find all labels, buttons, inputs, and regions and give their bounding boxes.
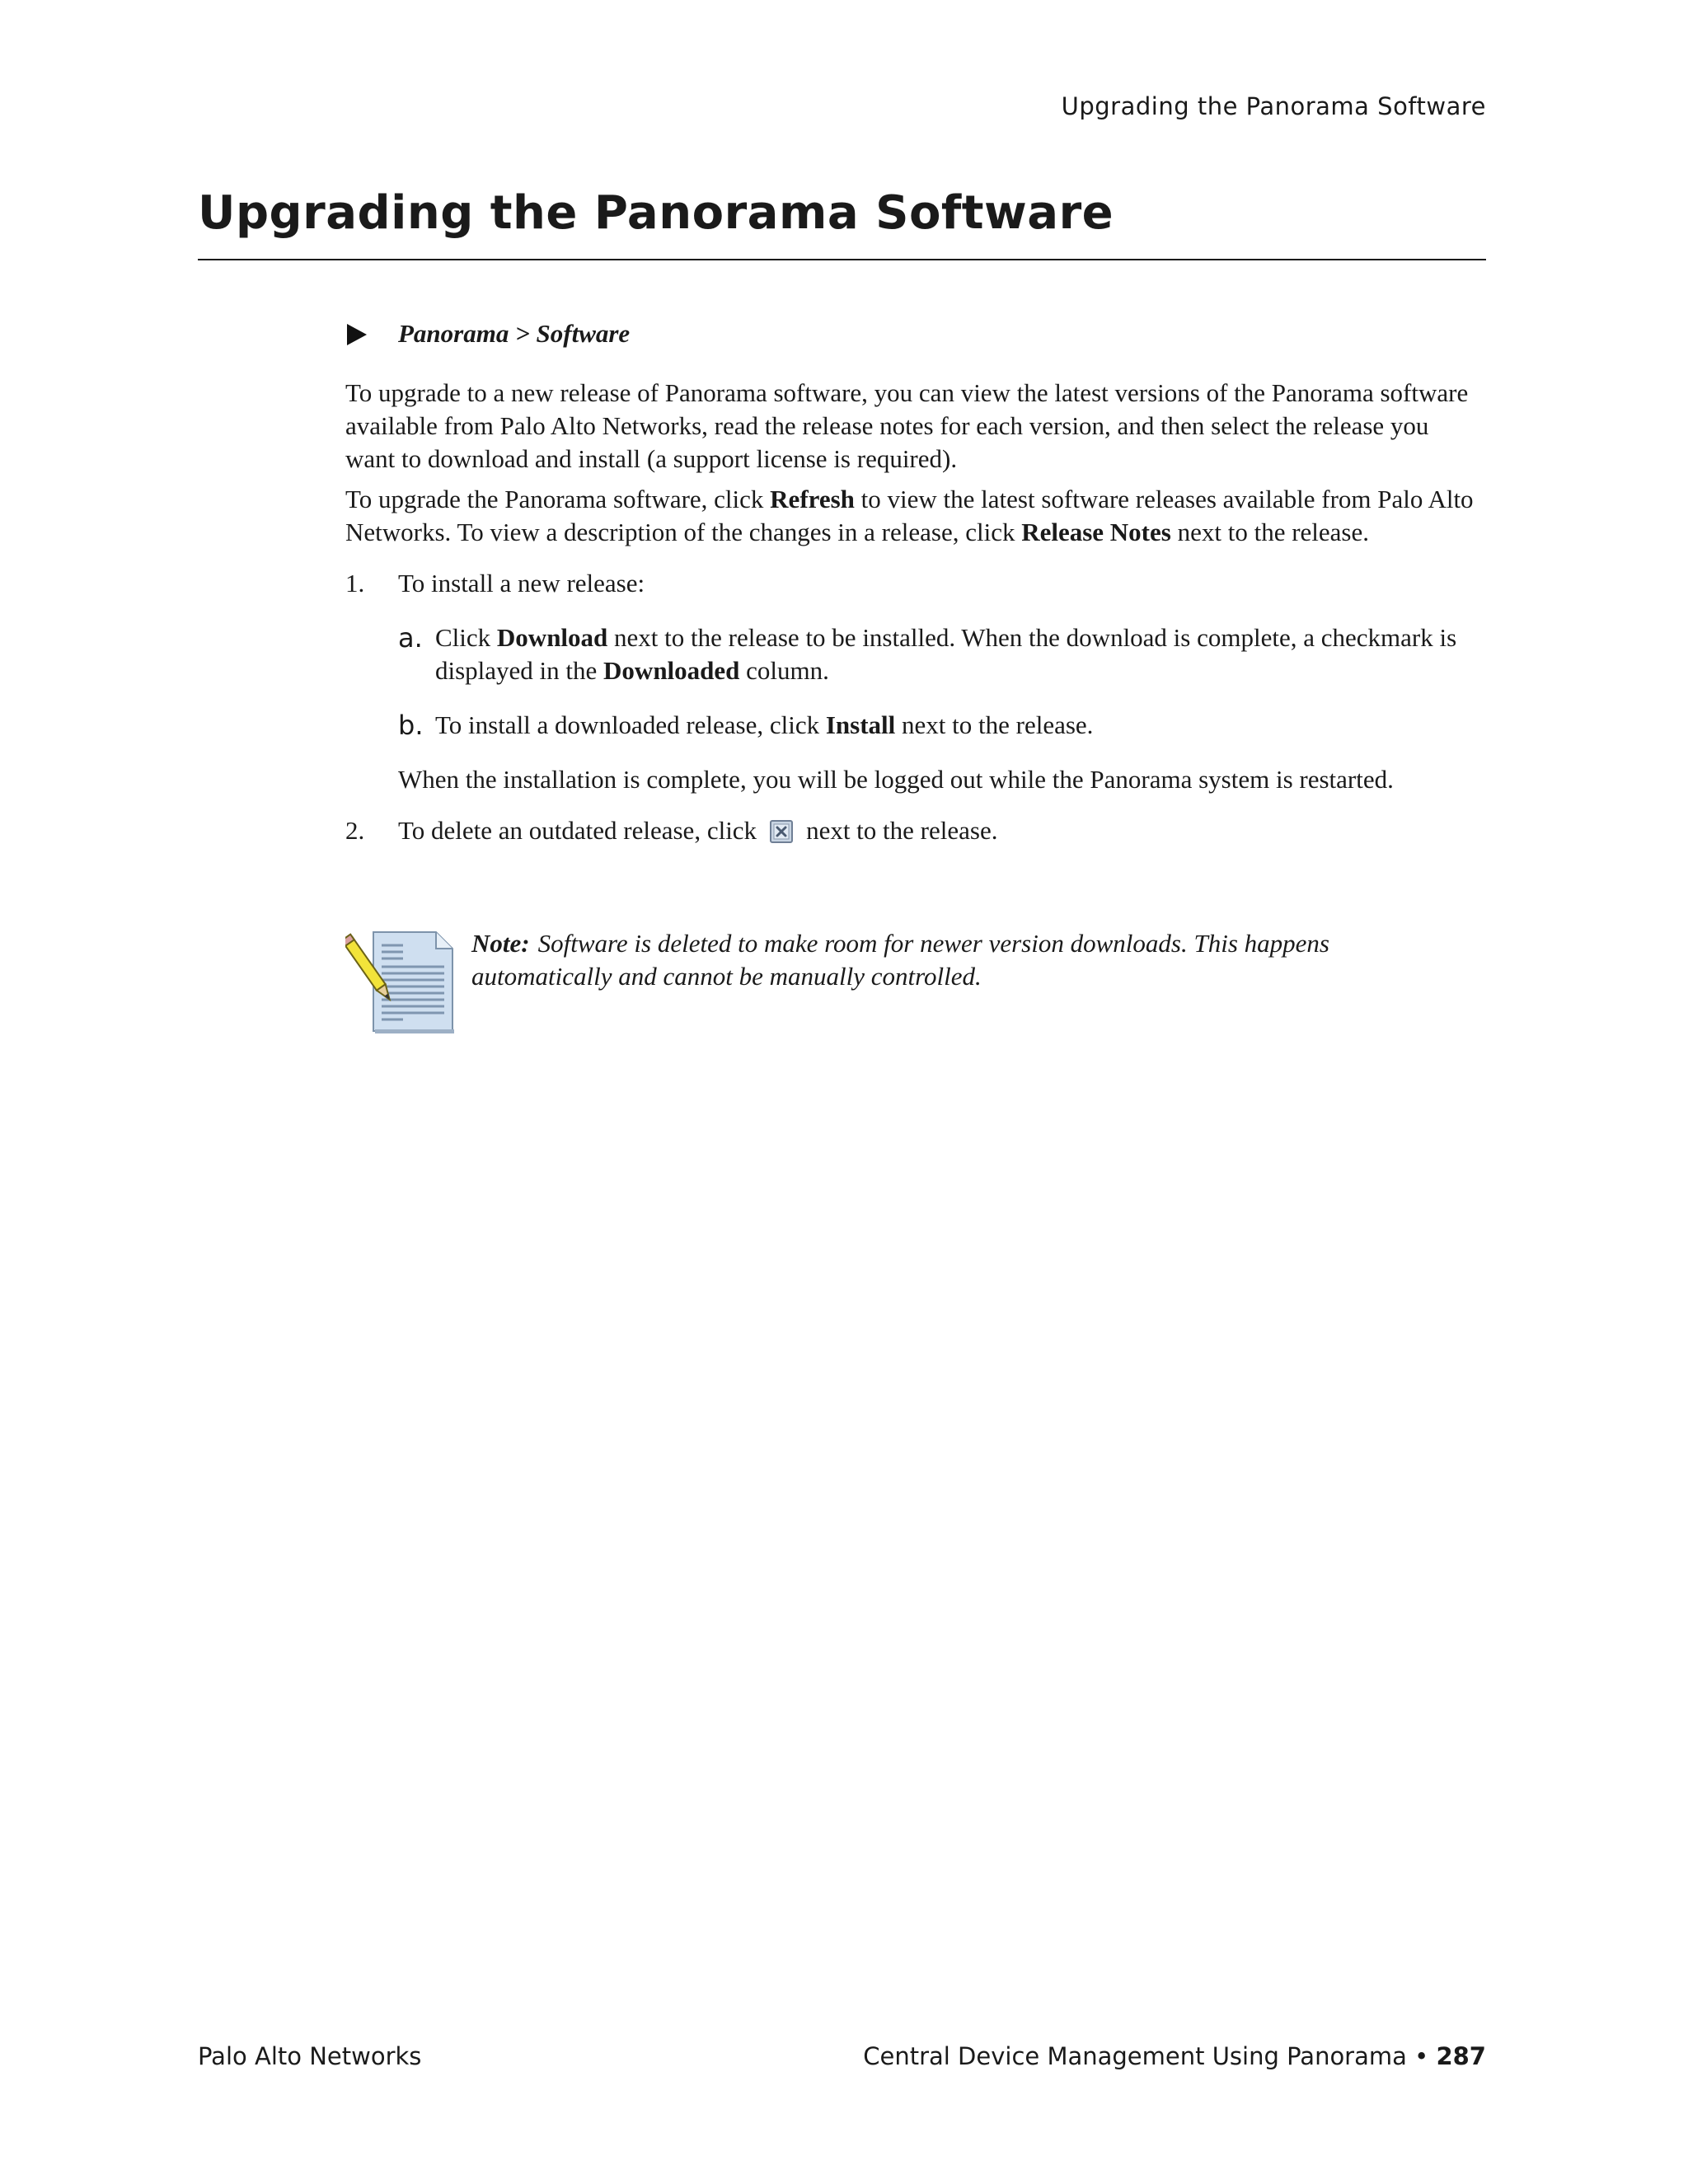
text-run: To upgrade the Panorama software, click	[345, 485, 771, 513]
substep-b-text	[435, 709, 1483, 742]
note-label: Note:	[471, 929, 530, 958]
text-run: to view the latest software releases available from Palo Alto Networks. To view a description of the changes in a release, click	[345, 485, 1474, 546]
footer-company: Palo Alto Networks	[198, 2042, 422, 2070]
nav-path-text: Panorama > Software	[398, 319, 631, 348]
refresh-paragraph	[345, 483, 1483, 549]
note-body: Software is deleted to make room for newer version downloads. This happens automatically and cannot be manually controlled.	[471, 929, 1329, 991]
substep-a-text	[435, 621, 1483, 687]
installation-complete-text: When the installation is complete, you will be logged out while the Panorama system is restarted.	[398, 765, 1394, 794]
step-1-text: To install a new release:	[398, 569, 645, 598]
footer-bullet: •	[1414, 2042, 1429, 2070]
text-run: next to the release.	[895, 710, 1094, 739]
substep-b	[398, 709, 1483, 742]
nav-path	[345, 317, 1483, 352]
step-number: 2.	[345, 816, 365, 845]
text-run: next to the release to be installed. When the download is complete, a checkmark is displayed in the	[435, 623, 1457, 685]
step-2	[345, 814, 1483, 847]
substep-a	[398, 621, 1483, 687]
text-run: Click	[435, 623, 497, 652]
running-header: Upgrading the Panorama Software	[1061, 92, 1486, 120]
footer-right	[863, 2042, 1486, 2070]
intro-paragraph: To upgrade to a new release of Panorama software, you can view the latest versions of the Panorama software available from Palo Alto Networks, read the release notes for each version, and then select the release you want to download and install (a support license is required).	[345, 378, 1469, 473]
page-number: 287	[1436, 2042, 1486, 2070]
substep-letter: a.	[398, 622, 423, 654]
page-title: Upgrading the Panorama Software	[198, 186, 1114, 240]
downloaded-term: Downloaded	[603, 656, 740, 685]
title-rule	[198, 259, 1486, 260]
step-number: 1.	[345, 569, 365, 598]
text-run: To delete an outdated release, click	[398, 816, 757, 845]
content	[345, 317, 1483, 847]
install-term: Install	[825, 710, 896, 739]
step-1	[345, 567, 1483, 796]
text-run: column.	[739, 656, 829, 685]
note-text	[471, 927, 1337, 993]
refresh-term: Refresh	[770, 485, 855, 513]
delete-icon	[770, 820, 793, 843]
note-pencil-icon	[345, 927, 457, 1036]
triangle-arrow-icon	[347, 324, 367, 345]
text-run: next to the release.	[1170, 518, 1369, 546]
footer-doc-title: Central Device Management Using Panorama	[863, 2042, 1407, 2070]
note-box	[345, 927, 1483, 1043]
substep-letter: b.	[398, 710, 424, 741]
text-run: next to the release.	[806, 816, 998, 845]
release-notes-term: Release Notes	[1021, 518, 1171, 546]
step-2-text	[398, 814, 1483, 847]
download-term: Download	[496, 623, 608, 652]
text-run: To install a downloaded release, click	[435, 710, 826, 739]
